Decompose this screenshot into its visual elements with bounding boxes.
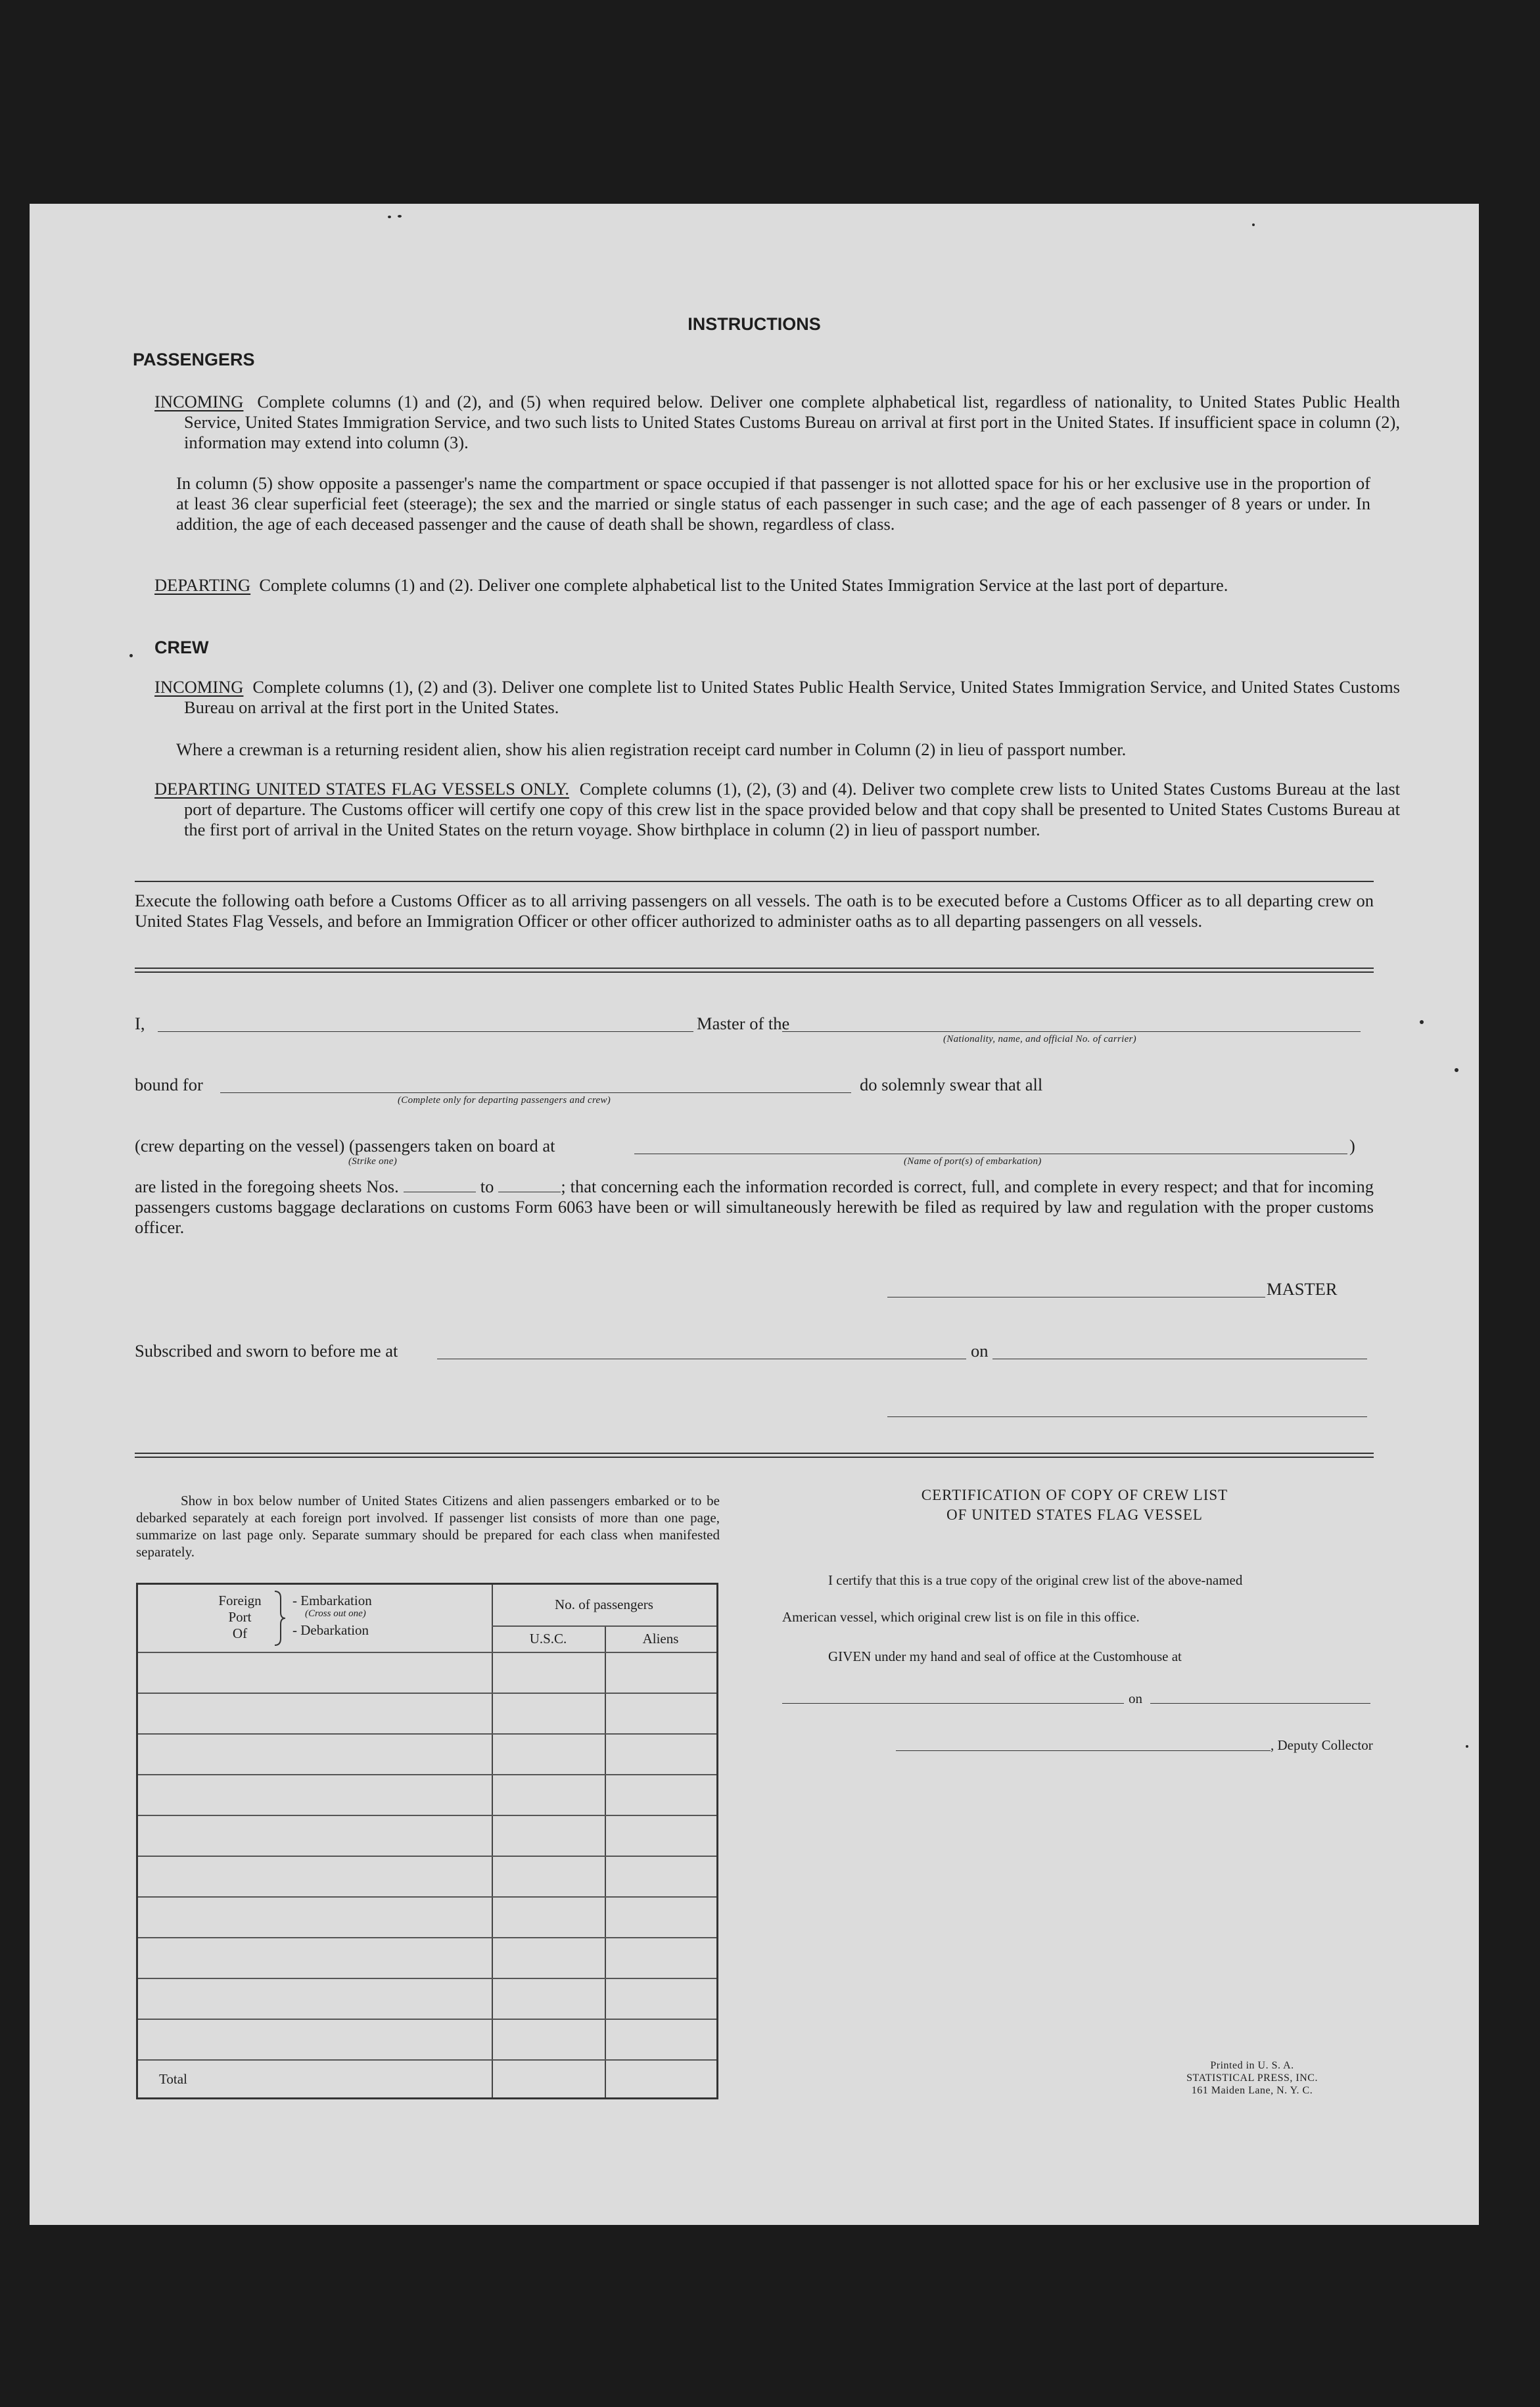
row-divider — [138, 1978, 716, 1979]
crew-heading: CREW — [154, 638, 209, 657]
usc-header: U.S.C. — [529, 1631, 567, 1647]
instructions-title: INSTRUCTIONS — [688, 314, 821, 334]
certification-title-line2: OF UNITED STATES FLAG VESSEL — [946, 1507, 1203, 1523]
header-divider — [138, 1652, 716, 1653]
subscribed-label: Subscribed and sworn to before me at — [135, 1341, 398, 1361]
listed-paragraph — [135, 1177, 1374, 1238]
no-of-passengers-header: No. of passengers — [555, 1597, 653, 1612]
aliens-header: Aliens — [642, 1631, 679, 1647]
i-label: I, — [135, 1014, 145, 1033]
crew-incoming-text: Complete columns (1), (2) and (3). Deliver one complete list to United States Public Health Service, United States Immigration Service, and United States Customs Bureau on arrival at the first port in the United States. — [184, 677, 1400, 717]
printer-imprint — [1140, 2059, 1364, 2097]
master-label: MASTER — [1267, 1279, 1338, 1299]
master-of-label: Master of the — [697, 1014, 790, 1033]
divider — [135, 881, 1374, 882]
row-divider — [492, 1625, 716, 1627]
printer-line1: Printed in U. S. A. — [1210, 2060, 1294, 2071]
flag-vessels-text: Complete columns (1), (2), (3) and (4). Deliver two complete crew lists to United States Customs Bureau at the last port of departure. The Customs officer will certify one copy of this crew list in the space provided below and that copy shall be presented to United States Customs Bureau at the first port of arrival in the United States on the return voyage. Show birthplace in column (2) in lieu of passport number. — [184, 779, 1400, 839]
cross-out-caption: (Cross out one) — [305, 1608, 366, 1619]
flag-vessels-label: DEPARTING UNITED STATES FLAG VESSELS ONLY. — [154, 779, 569, 799]
bound-for-field[interactable] — [220, 1092, 851, 1093]
sheet-from-field[interactable] — [404, 1180, 476, 1192]
flag-vessels-paragraph — [154, 779, 1400, 840]
departing-text: Complete columns (1) and (2). Deliver one complete alphabetical list to the United States Immigration Service at the last port of departure. — [259, 575, 1228, 595]
officer-signature-field[interactable] — [887, 1416, 1367, 1417]
of-label: Of — [232, 1625, 248, 1641]
printer-line2: STATISTICAL PRESS, INC. — [1186, 2072, 1318, 2084]
scan-speck — [1252, 223, 1255, 226]
divider — [135, 1453, 1374, 1454]
passengers-departing-paragraph — [154, 575, 1400, 596]
crew-incoming-label: INCOMING — [154, 677, 244, 697]
crew-incoming-paragraph — [154, 677, 1400, 718]
sworn-on-label: on — [971, 1341, 989, 1361]
scan-speck — [1420, 1020, 1424, 1024]
passengers-heading: PASSENGERS — [133, 350, 255, 369]
close-paren: ) — [1349, 1136, 1355, 1156]
scan-speck — [388, 216, 391, 218]
scan-speck — [1455, 1068, 1458, 1072]
divider — [135, 968, 1374, 969]
row-divider — [138, 1896, 716, 1898]
row-divider — [138, 1774, 716, 1775]
row-divider — [138, 1856, 716, 1857]
scan-speck — [129, 654, 133, 657]
summary-instructions: Show in box below number of United States Citizens and alien passengers embarked or to be debarked separately at each foreign port involved. If passenger list consists of more than one page, summarize on last page only. Separate summary should be prepared for each class when manifested separately. — [136, 1493, 720, 1560]
bound-for-label: bound for — [135, 1075, 203, 1094]
master-name-field[interactable] — [158, 1031, 693, 1032]
given-line: GIVEN under my hand and seal of office at the Customhouse at — [828, 1648, 1182, 1664]
row-divider — [138, 2019, 716, 2020]
scan-speck — [1466, 1745, 1468, 1748]
certification-title — [779, 1485, 1370, 1525]
certification-title-line1: CERTIFICATION OF COPY OF CREW LIST — [921, 1487, 1228, 1503]
row-divider — [138, 1815, 716, 1816]
deputy-collector-label: , Deputy Collector — [1271, 1737, 1373, 1753]
incoming-text: Complete columns (1) and (2), and (5) when required below. Deliver one complete alphabetical list, regardless of nationality, to United States Public Health Service, United States Immigration Service, and two such lists to United States Customs Bureau on arrival at first port in the United States. If insufficient space in column (2), information may extend into column (3). — [184, 392, 1401, 452]
passengers-incoming-paragraph — [154, 392, 1400, 453]
sheet-to-field[interactable] — [498, 1180, 561, 1192]
oath-intro: Execute the following oath before a Customs Officer as to all arriving passengers on all vessels. The oath is to be executed before a Customs Officer as to all departing crew on United States Flag Vessels, and before an Immigration Officer or other officer authorized to administer oaths as to all departing passengers on all vessels. — [135, 891, 1374, 931]
customhouse-field[interactable] — [782, 1703, 1124, 1704]
departing-label: DEPARTING — [154, 575, 251, 595]
brace-icon — [273, 1590, 287, 1647]
listed-text: ; that concerning each the information recorded is correct, full, and complete in every respect; and that for incoming passengers customs baggage declarations on customs Form 6063 have been or will simultaneously herewith be filed as required by law and regulation with the proper customs officer. — [135, 1177, 1374, 1237]
deputy-collector-signature-field[interactable] — [896, 1750, 1271, 1751]
certification-date-field[interactable] — [1150, 1703, 1370, 1704]
to-label: to — [480, 1177, 494, 1196]
scan-speck — [398, 215, 402, 218]
foreign-label: Foreign — [218, 1593, 262, 1608]
crewman-paragraph: Where a crewman is a returning resident alien, show his alien registration receipt card number in Column (2) in lieu of passport number. — [176, 739, 1127, 759]
divider — [135, 1457, 1374, 1458]
divider — [135, 971, 1374, 973]
form-sheet — [30, 204, 1479, 2225]
listed-prefix: are listed in the foregoing sheets Nos. — [135, 1177, 399, 1196]
port-label: Port — [228, 1609, 252, 1625]
port-caption: (Name of port(s) of embarkation) — [904, 1156, 1042, 1167]
certification-on-label: on — [1129, 1691, 1142, 1706]
swear-label: do solemnly swear that all — [860, 1075, 1043, 1094]
embarkation-label: - Embarkation — [292, 1593, 372, 1608]
incoming-label: INCOMING — [154, 392, 244, 411]
row-divider — [138, 1937, 716, 1938]
passenger-summary-table — [136, 1583, 718, 2099]
certify-line1: I certify that this is a true copy of the original crew list of the above-named — [828, 1572, 1243, 1588]
bound-caption: (Complete only for departing passengers and crew) — [398, 1095, 611, 1106]
col-divider — [605, 1625, 606, 2097]
debarkation-label: - Debarkation — [292, 1622, 369, 1638]
carrier-field[interactable] — [782, 1031, 1361, 1032]
strike-caption: (Strike one) — [348, 1156, 397, 1167]
row-divider — [138, 1693, 716, 1694]
total-label: Total — [159, 2071, 187, 2087]
row-divider — [138, 1733, 716, 1735]
crew-departing-label: (crew departing on the vessel) (passengers taken on board at — [135, 1136, 555, 1156]
col-divider — [492, 1585, 493, 2097]
certify-line2: American vessel, which original crew list is on file in this office. — [782, 1609, 1140, 1625]
foreign-port-of — [210, 1593, 269, 1642]
row-divider — [138, 2059, 716, 2061]
column5-paragraph: In column (5) show opposite a passenger's name the compartment or space occupied if that passenger is not allotted space for his or her exclusive use in the proportion of at least 36 clear superficial feet (steerage); the sex and the married or single status of each passenger in such case; and the age of each passenger of 8 years or under. In addition, the age of each deceased passenger and the cause of death shall be shown, regardless of class. — [176, 473, 1370, 534]
printer-line3: 161 Maiden Lane, N. Y. C. — [1191, 2085, 1313, 2096]
carrier-caption: (Nationality, name, and official No. of carrier) — [943, 1034, 1136, 1044]
